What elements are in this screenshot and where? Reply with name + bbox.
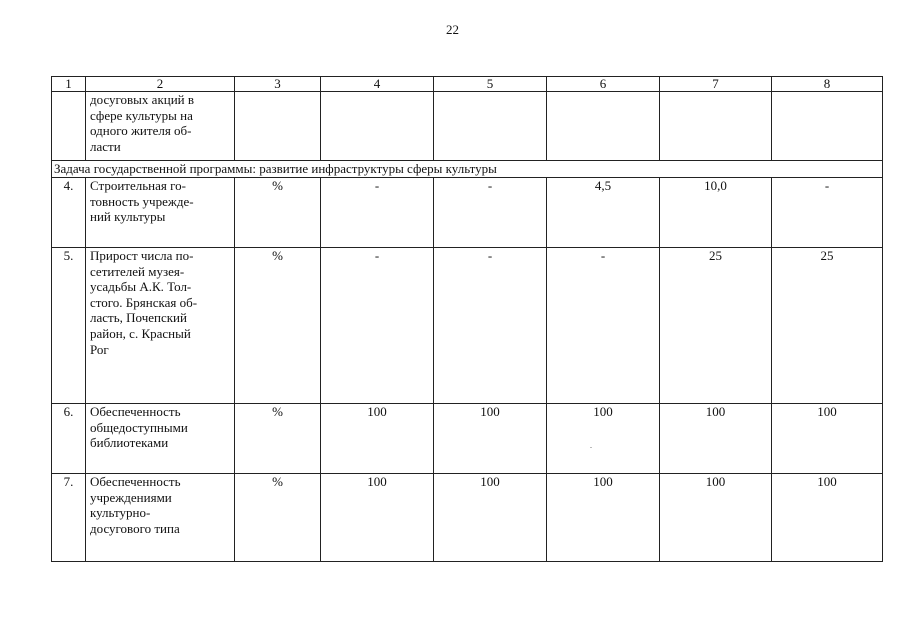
name-line: Обеспеченность	[90, 474, 181, 489]
continuation-row	[52, 92, 883, 161]
table-row	[52, 248, 883, 404]
name-line: учреждениями	[90, 489, 172, 505]
name-line: досуговых акций в	[90, 92, 195, 107]
name-line: культурно-	[90, 505, 151, 521]
header-cell: 7	[660, 77, 772, 92]
name-line: стого. Брянская об-	[90, 294, 198, 310]
name-line: Обеспеченность	[90, 404, 181, 419]
name-line: ний культуры	[90, 209, 166, 225]
value-cell: 100	[547, 404, 660, 474]
header-cell: 6	[547, 77, 660, 92]
value-cell	[772, 92, 883, 161]
value-cell: 4,5	[547, 178, 660, 248]
value-cell: 100	[772, 474, 883, 562]
header-cell: 5	[434, 77, 547, 92]
name-line: одного жителя об-	[90, 123, 192, 139]
section-title: Задача государственной программы: развитие инфраструктуры сферы культуры	[52, 161, 883, 178]
name-line: библиотеками	[90, 435, 169, 451]
header-row	[52, 77, 883, 92]
value-cell	[321, 92, 434, 161]
name-line: усадьбы А.К. Тол-	[90, 279, 192, 295]
name-line: Прирост числа по-	[90, 248, 194, 263]
page-number: 22	[446, 22, 459, 37]
name-line: товность учрежде-	[90, 193, 194, 209]
indicator-name-cell	[86, 404, 235, 474]
name-line: сфере культуры на	[90, 107, 193, 123]
value-cell	[660, 92, 772, 161]
value-cell	[547, 92, 660, 161]
value-cell: -	[772, 178, 883, 248]
scan-speck	[590, 447, 592, 448]
value-cell: 100	[660, 474, 772, 562]
table-row	[52, 404, 883, 474]
unit-cell: %	[235, 474, 321, 562]
header-cell: 2	[86, 77, 235, 92]
name-line: сетителей музея-	[90, 263, 185, 279]
value-cell: 100	[321, 404, 434, 474]
value-cell: 100	[772, 404, 883, 474]
header-cell: 4	[321, 77, 434, 92]
name-line: Рог	[90, 341, 109, 357]
header-cell: 3	[235, 77, 321, 92]
row-number: 4.	[52, 178, 86, 248]
row-number: 6.	[52, 404, 86, 474]
header-cell: 8	[772, 77, 883, 92]
header-cell: 1	[52, 77, 86, 92]
unit-cell: %	[235, 178, 321, 248]
name-line: район, с. Красный	[90, 325, 191, 341]
value-cell: -	[434, 178, 547, 248]
name-line: Строительная го-	[90, 178, 186, 193]
indicator-name-cell	[86, 474, 235, 562]
value-cell: 10,0	[660, 178, 772, 248]
name-line: общедоступными	[90, 419, 188, 435]
value-cell	[434, 92, 547, 161]
unit-cell: %	[235, 248, 321, 404]
value-cell: 25	[772, 248, 883, 404]
table-row	[52, 474, 883, 562]
name-line: ласть, Почепский	[90, 310, 187, 326]
unit-cell	[235, 92, 321, 161]
indicator-name-cell	[86, 248, 235, 404]
row-number: 5.	[52, 248, 86, 404]
value-cell: -	[434, 248, 547, 404]
indicator-name-cell	[86, 178, 235, 248]
value-cell: -	[321, 178, 434, 248]
indicator-name-cell	[86, 92, 235, 161]
indicator-table	[51, 76, 883, 562]
value-cell: 100	[321, 474, 434, 562]
value-cell: -	[321, 248, 434, 404]
section-row	[52, 161, 883, 178]
value-cell: -	[547, 248, 660, 404]
value-cell: 100	[434, 474, 547, 562]
table-row	[52, 178, 883, 248]
value-cell: 100	[660, 404, 772, 474]
name-line: досугового типа	[90, 520, 180, 536]
row-number: 7.	[52, 474, 86, 562]
unit-cell: %	[235, 404, 321, 474]
row-number-cell	[52, 92, 86, 161]
name-line: ласти	[90, 138, 121, 154]
value-cell: 100	[547, 474, 660, 562]
value-cell: 25	[660, 248, 772, 404]
value-cell: 100	[434, 404, 547, 474]
